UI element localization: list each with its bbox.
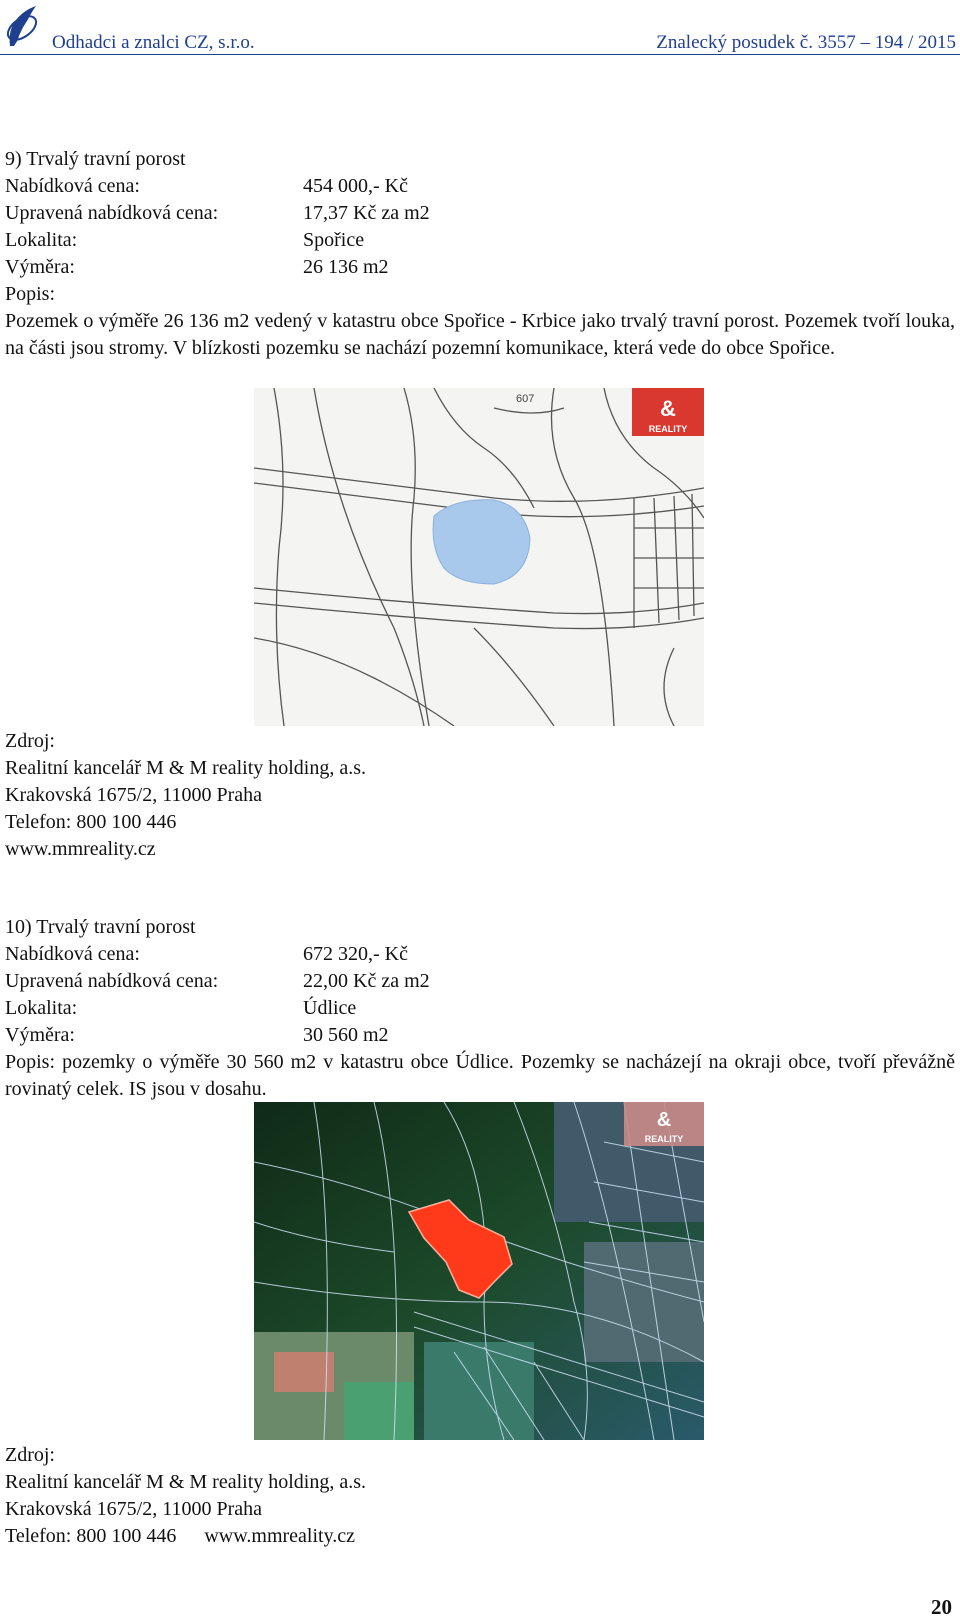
source-web[interactable]: www.mmreality.cz	[204, 1525, 356, 1547]
company-name: Odhadci a znalci CZ, s.r.o.	[52, 32, 255, 53]
header-rule	[0, 54, 960, 55]
area-value: 30 560 m2	[303, 1024, 389, 1046]
area-row	[5, 1022, 955, 1049]
location-label: Lokalita:	[5, 229, 78, 251]
price-row	[5, 173, 955, 200]
brand-glyph: &	[660, 396, 676, 421]
source-address: Krakovská 1675/2, 11000 Praha	[5, 1498, 262, 1520]
description-text: Pozemek o výměře 26 136 m2 vedený v katastru obce Spořice - Krbice jako trvalý travní porost. Pozemek tvoří louka, na části jsou stromy. V blízkosti pozemku se nachází pozemní komunikace, která vede do obce Spořice.	[5, 310, 955, 359]
area-label: Výměra:	[5, 256, 75, 278]
source-9	[5, 728, 955, 863]
brand-text: REALITY	[648, 424, 688, 434]
area-value: 26 136 m2	[303, 256, 389, 278]
page-number: 20	[931, 1595, 952, 1619]
page-header	[0, 0, 960, 56]
report-number: Znalecký posudek č. 3557 – 194 / 2015	[656, 32, 956, 53]
price-value: 672 320,- Kč	[303, 943, 408, 965]
source-phone: Telefon: 800 100 446	[5, 811, 177, 833]
location-row	[5, 227, 955, 254]
description-text: Popis: pozemky o výměře 30 560 m2 v katastru obce Údlice. Pozemky se nacházejí na okraji obce, tvoří převážně rovinatý celek. IS jsou v dosahu.	[5, 1051, 955, 1100]
location-value: Údlice	[303, 997, 357, 1019]
source-label: Zdroj:	[5, 730, 55, 752]
price-label: Nabídková cena:	[5, 175, 140, 197]
location-label: Lokalita:	[5, 997, 78, 1019]
source-phone: Telefon: 800 100 446	[5, 1525, 177, 1547]
brand-glyph: &	[656, 1109, 672, 1131]
adjusted-price-label: Upravená nabídková cena:	[5, 202, 219, 224]
listing-title: 9) Trvalý travní porost	[5, 148, 186, 170]
area-row	[5, 254, 955, 281]
area-label: Výměra:	[5, 1024, 75, 1046]
price-row	[5, 941, 955, 968]
location-row	[5, 995, 955, 1022]
source-web[interactable]: www.mmreality.cz	[5, 838, 156, 860]
price-label: Nabídková cena:	[5, 943, 140, 965]
listing-10	[5, 914, 955, 1103]
adjusted-price-row	[5, 968, 955, 995]
listing-title: 10) Trvalý travní porost	[5, 916, 196, 938]
source-10	[5, 1442, 955, 1550]
source-agency: Realitní kancelář M & M reality holding, a.s.	[5, 1471, 367, 1493]
price-value: 454 000,- Kč	[303, 175, 408, 197]
adjusted-price-value: 22,00 Kč za m2	[303, 970, 430, 992]
location-value: Spořice	[303, 229, 365, 251]
adjusted-price-row	[5, 200, 955, 227]
company-logo-icon	[2, 2, 42, 50]
map-parcel-label: 607	[516, 393, 535, 405]
adjusted-price-value: 17,37 Kč za m2	[303, 202, 430, 224]
brand-text: REALITY	[644, 1134, 684, 1144]
source-address: Krakovská 1675/2, 11000 Praha	[5, 784, 262, 806]
description-label: Popis:	[5, 283, 56, 305]
listing-9	[5, 146, 955, 362]
source-agency: Realitní kancelář M & M reality holding, a.s.	[5, 757, 367, 779]
source-label: Zdroj:	[5, 1444, 55, 1466]
cadastral-map-image	[254, 388, 704, 726]
aerial-map-image	[254, 1102, 704, 1440]
source-contact-line	[5, 1523, 955, 1550]
adjusted-price-label: Upravená nabídková cena:	[5, 970, 219, 992]
